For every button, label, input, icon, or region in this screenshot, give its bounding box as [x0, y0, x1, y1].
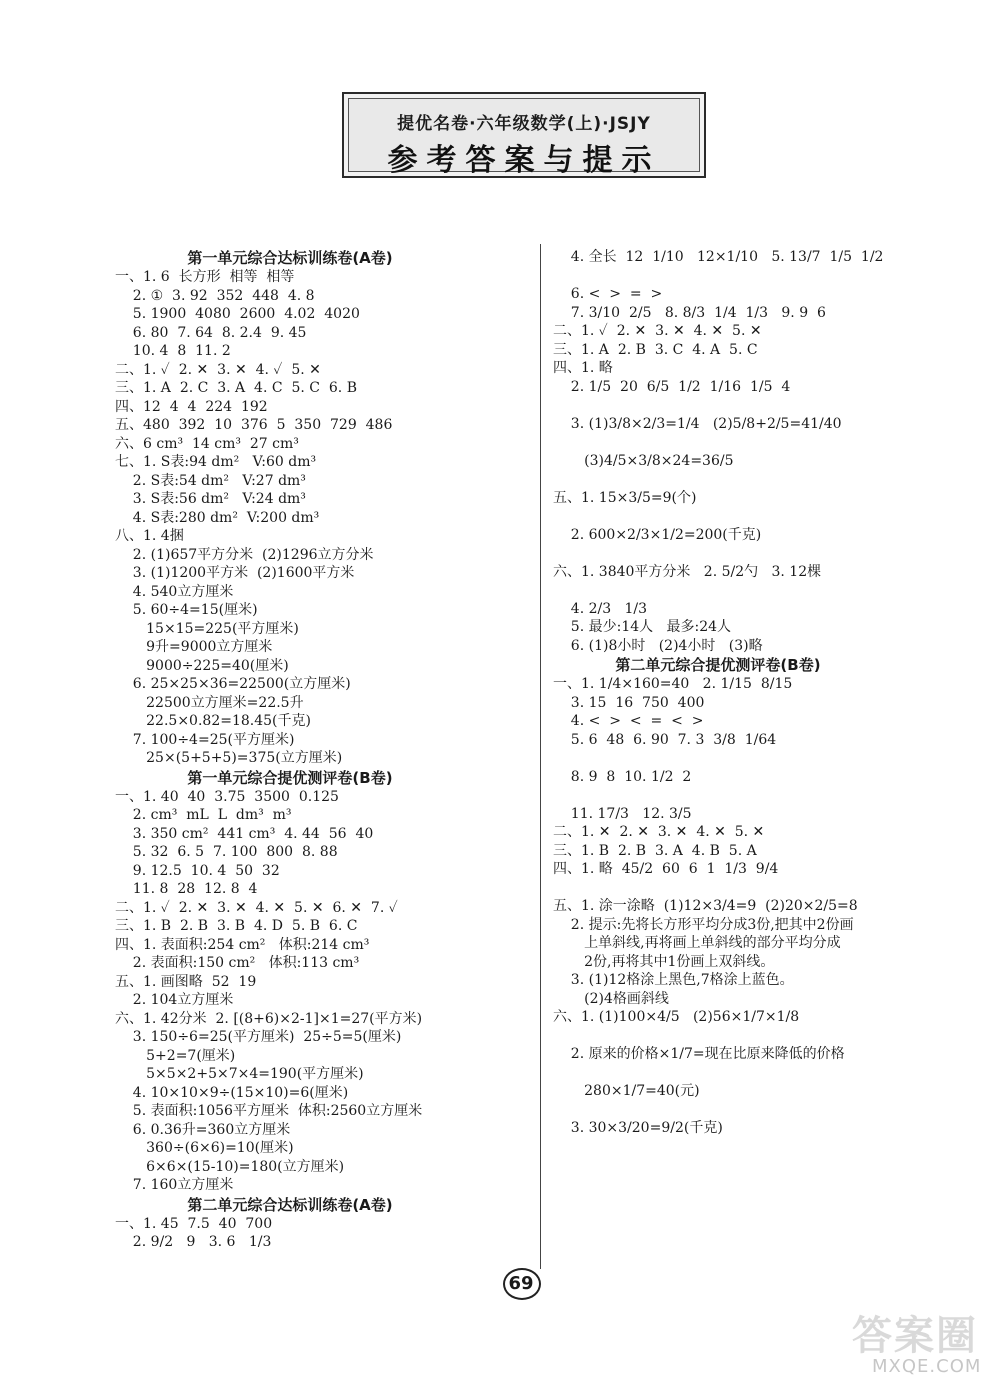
- section-heading: 第一单元综合提优测评卷(B卷): [187, 768, 393, 787]
- answer-line: 2. 9/2 9 3. 6 1/3: [115, 1234, 272, 1250]
- answer-line: 10. 4 8 11. 2: [115, 343, 231, 359]
- answer-line: 5. 6 48 6. 90 7. 3 3/8 1/64: [553, 731, 777, 748]
- answer-line: 7. 160立方厘米: [115, 1177, 234, 1193]
- answer-line: 6. 80 7. 64 8. 2.4 9. 45: [115, 324, 307, 341]
- answer-line: [553, 470, 973, 489]
- answer-line: 三、1. B 2. B 3. A 4. B 5. A: [553, 842, 757, 859]
- answer-line: 五、1. 画图略 52 19: [115, 973, 257, 990]
- answer-line: 2份,再将其中1份画上双斜线。: [553, 953, 775, 970]
- answer-line: 6. 0.36升=360立方厘米: [115, 1121, 291, 1138]
- section-heading: 第二单元综合提优测评卷(B卷): [615, 656, 821, 674]
- answer-line: 3. (1)12格涂上黑色,7格涂上蓝色。: [553, 972, 794, 988]
- answer-line: 四、1. 表面积:254 cm² 体积:214 cm³: [115, 936, 370, 953]
- answer-line: 15×15=225(平方厘米): [115, 620, 299, 637]
- answer-line: [553, 507, 973, 526]
- answer-line: [553, 433, 973, 452]
- answer-line: 22500立方厘米=22.5升: [115, 694, 304, 711]
- answer-line: 5×5×2+5×7×4=190(平方厘米): [115, 1066, 364, 1082]
- watermark-url: MXQE.COM: [872, 1356, 982, 1377]
- answer-line: 5. 60÷4=15(厘米): [115, 602, 258, 618]
- answer-line: 3. 15 16 750 400: [553, 694, 705, 711]
- left-answer-column: [115, 248, 535, 1252]
- answer-line: 四、1. 略: [553, 360, 613, 376]
- answer-line: 2. 1/5 20 6/5 1/2 1/16 1/5 4: [553, 378, 791, 395]
- answer-line: 一、1. 1/4×160=40 2. 1/15 8/15: [553, 676, 793, 692]
- answer-line: 3. 150÷6=25(平方厘米) 25÷5=5(厘米): [115, 1029, 402, 1045]
- header-inner-frame: [348, 98, 700, 178]
- header-subtitle: 提优名卷·六年级数学(上)·JSJY: [397, 114, 651, 134]
- header-title: 参考答案与提示: [387, 143, 661, 178]
- answer-line: 4. 540立方厘米: [115, 583, 234, 600]
- watermark-text: 答案圈: [852, 1313, 978, 1359]
- answer-line: 3. (1)1200平方米 (2)1600平方米: [115, 565, 355, 581]
- answer-line: [553, 749, 973, 768]
- answer-line: 6. < > = >: [553, 286, 663, 302]
- answer-line: 4. S表:280 dm² V:200 dm³: [115, 509, 320, 526]
- answer-line: 9升=9000立方厘米: [115, 639, 273, 655]
- answer-line: 七、1. S表:94 dm² V:60 dm³: [115, 454, 317, 470]
- answer-line: 5. 1900 4080 2600 4.02 4020: [115, 306, 360, 322]
- answer-line: 9. 12.5 10. 4 50 32: [115, 862, 280, 879]
- answer-line: [553, 786, 973, 805]
- answer-line: 22.5×0.82=18.45(千克): [115, 713, 311, 729]
- answer-line: [553, 1101, 973, 1120]
- section-heading: 第二单元综合达标训练卷(A卷): [187, 1195, 393, 1214]
- answer-line: 5+2=7(厘米): [115, 1047, 236, 1064]
- answer-line: 4. 2/3 1/3: [553, 600, 648, 617]
- answer-line: 11. 8 28 12. 8 4: [115, 881, 258, 897]
- answer-line: 5. 表面积:1056平方厘米 体积:2560立方厘米: [115, 1103, 423, 1119]
- answer-line: 一、1. 40 40 3.75 3500 0.125: [115, 788, 339, 805]
- answer-line: 二、1. ✓ 2. ✕ 3. ✕ 4. ✕ 5. ✕: [553, 323, 762, 339]
- answer-line: 3. 30×3/20=9/2(千克): [553, 1120, 723, 1136]
- answer-line: 360÷(6×6)=10(厘米): [115, 1140, 294, 1156]
- section-heading: 第一单元综合达标训练卷(A卷): [187, 249, 393, 267]
- answer-line: 二、1. ✕ 2. ✕ 3. ✕ 4. ✕ 5. ✕: [553, 824, 765, 840]
- answer-line: 7. 3/10 2/5 8. 8/3 1/4 1/3 9. 9 6: [553, 304, 826, 321]
- answer-line: 5. 32 6. 5 7. 100 800 8. 88: [115, 844, 338, 860]
- answer-line: 2. S表:54 dm² V:27 dm³: [115, 472, 306, 489]
- header-banner: [342, 92, 706, 178]
- answer-line: 五、1. 15×3/5=9(个): [553, 489, 697, 506]
- answer-line: 25×(5+5+5)=375(立方厘米): [115, 750, 343, 766]
- answer-line: [553, 267, 973, 286]
- watermark-logo: [852, 1304, 988, 1382]
- answer-line: 2. 原来的价格×1/7=现在比原来降低的价格: [553, 1046, 845, 1062]
- answer-line: 六、1. 42分米 2. [(8+6)×2-1]×1=27(平方米): [115, 1010, 423, 1027]
- answer-line: (3)4/5×3/8×24=36/5: [553, 452, 734, 469]
- column-divider: [540, 244, 541, 1269]
- answer-line: 2. ① 3. 92 352 448 4. 8: [115, 287, 315, 304]
- answer-line: 一、1. 6 长方形 相等 相等: [115, 269, 295, 285]
- answer-line: 四、1. 略 45/2 60 6 1 1/3 9/4: [553, 861, 779, 877]
- answer-line: 4. 10×10×9÷(15×10)=6(厘米): [115, 1084, 349, 1101]
- answer-line: 280×1/7=40(元): [553, 1083, 700, 1099]
- answer-line: 一、1. 45 7.5 40 700: [115, 1215, 273, 1232]
- answer-line: 4. 全长 12 1/10 12×1/10 5. 13/7 1/5 1/2: [553, 249, 884, 265]
- answer-line: 八、1. 4捆: [115, 528, 184, 544]
- answer-line: 3. (1)3/8×2/3=1/4 (2)5/8+2/5=41/40: [553, 415, 842, 432]
- answer-line: 六、6 cm³ 14 cm³ 27 cm³: [115, 435, 299, 452]
- answer-line: 二、1. ✓ 2. ✕ 3. ✕ 4. ✕ 5. ✕ 6. ✕ 7. ✓: [115, 899, 398, 916]
- answer-line: 2. 提示:先将长方形平均分成3份,把其中2份画: [553, 916, 854, 933]
- answer-line: 2. 104立方厘米: [115, 992, 234, 1008]
- answer-line: 二、1. ✓ 2. ✕ 3. ✕ 4. ✓ 5. ✕: [115, 361, 321, 378]
- answer-line: 7. 100÷4=25(平方厘米): [115, 731, 295, 748]
- answer-line: 6. 25×25×36=22500(立方厘米): [115, 676, 351, 692]
- answer-line: 三、1. A 2. C 3. A 4. C 5. C 6. B: [115, 380, 357, 396]
- page-number: 69: [508, 1273, 534, 1294]
- answer-line: 三、1. B 2. B 3. B 4. D 5. B 6. C: [115, 918, 358, 934]
- answer-line: 三、1. A 2. B 3. C 4. A 5. C: [553, 341, 758, 358]
- answer-line: 11. 17/3 12. 3/5: [553, 805, 692, 822]
- right-answer-column: [553, 248, 973, 1138]
- answer-line: [553, 396, 973, 415]
- answer-line: [553, 1027, 973, 1046]
- answer-line: 9000÷225=40(厘米): [115, 657, 289, 674]
- answer-line: 六、1. (1)100×4/5 (2)56×1/7×1/8: [553, 1009, 800, 1025]
- answer-line: 2. (1)657平方分米 (2)1296立方分米: [115, 546, 374, 563]
- answer-line: [553, 1064, 973, 1083]
- answer-line: (2)4格画斜线: [553, 990, 669, 1007]
- answer-line: 3. S表:56 dm² V:24 dm³: [115, 491, 306, 507]
- answer-line: 8. 9 8 10. 1/2 2: [553, 768, 692, 785]
- answer-line: 2. 表面积:150 cm² 体积:113 cm³: [115, 955, 360, 971]
- answer-line: 4. < > < = < >: [553, 713, 704, 729]
- answer-line: 2. cm³ mL L dm³ m³: [115, 807, 292, 823]
- answer-line: 2. 600×2/3×1/2=200(千克): [553, 526, 762, 543]
- answer-line: 上单斜线,再将画上单斜线的部分平均分成: [553, 935, 841, 951]
- answer-line: [553, 581, 973, 600]
- answer-line: [553, 879, 973, 898]
- answer-line: 六、1. 3840平方分米 2. 5/2勺 3. 12棵: [553, 563, 822, 580]
- answer-line: 6×6×(15-10)=180(立方厘米): [115, 1158, 345, 1175]
- answer-line: 四、12 4 4 224 192: [115, 398, 268, 415]
- answer-line: 3. 350 cm² 441 cm³ 4. 44 56 40: [115, 825, 374, 842]
- page-number-badge: [491, 1262, 551, 1302]
- answer-line: [553, 544, 973, 563]
- answer-line: 5. 最少:14人 最多:24人: [553, 619, 732, 635]
- answer-line: 6. (1)8小时 (2)4小时 (3)略: [553, 637, 763, 654]
- answer-line: 五、480 392 10 376 5 350 729 486: [115, 417, 393, 433]
- answer-line: 五、1. 涂一涂略 (1)12×3/4=9 (2)20×2/5=8: [553, 898, 858, 914]
